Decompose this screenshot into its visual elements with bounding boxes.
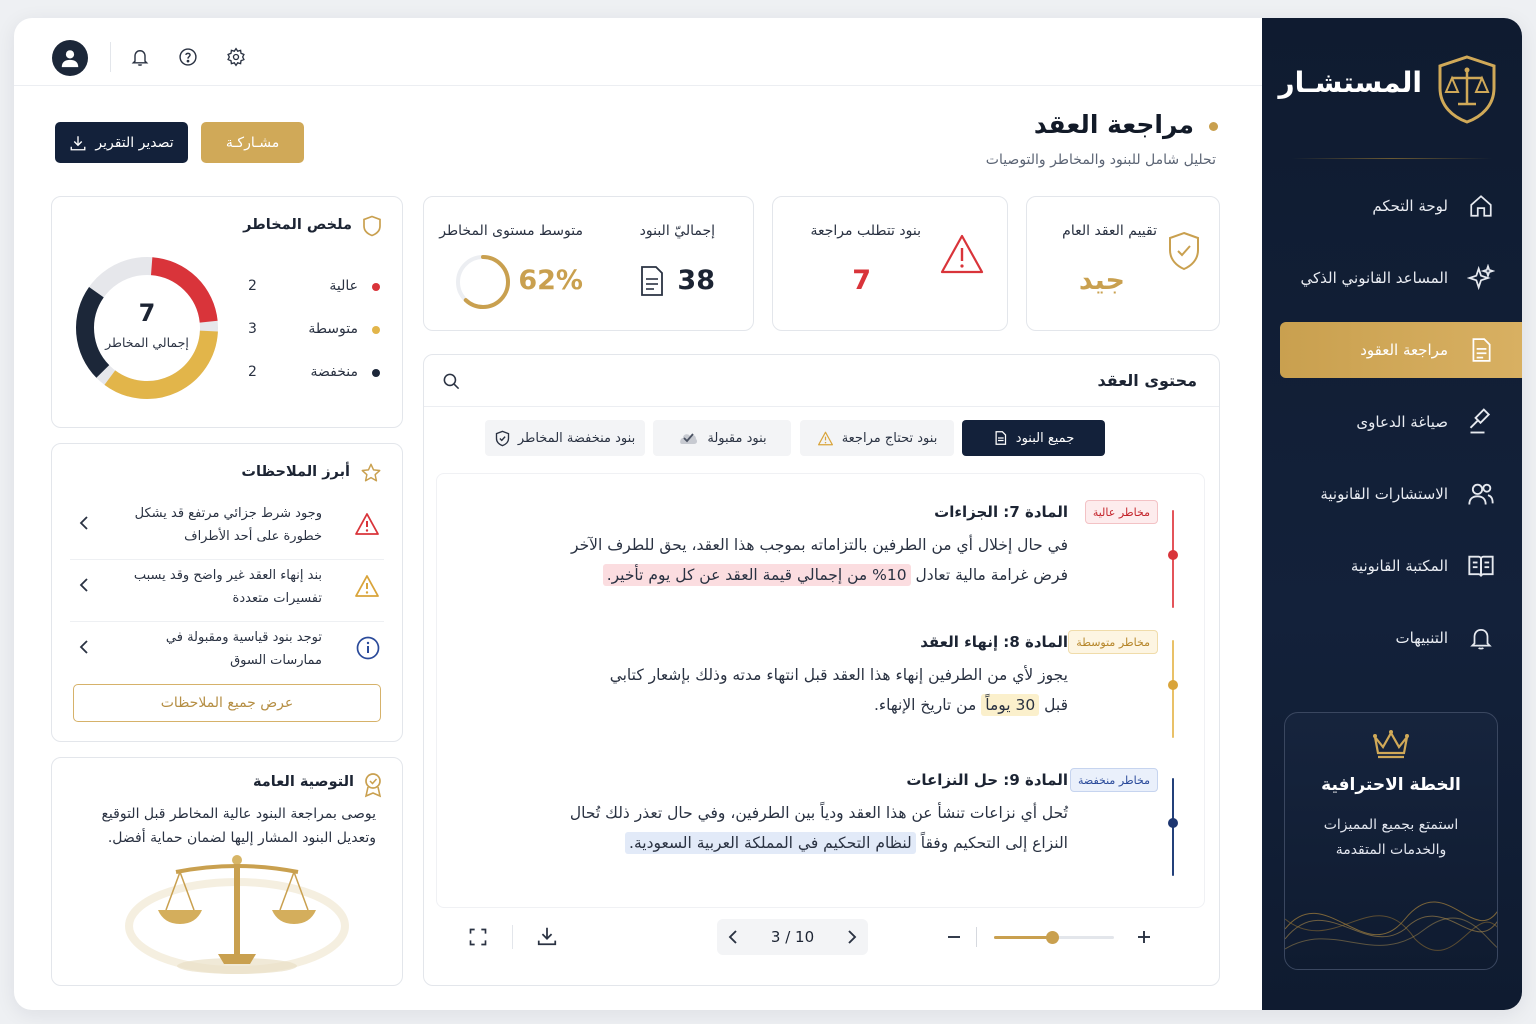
sidebar-item-notifications[interactable] (1262, 610, 1522, 666)
top-bar (14, 18, 1262, 86)
sidebar (1262, 18, 1522, 1010)
share-label: مشـاركـة (225, 134, 280, 151)
help-icon[interactable] (177, 46, 199, 68)
users-icon (1466, 479, 1496, 509)
page-separator: / (785, 928, 791, 946)
scales-shield-logo-icon (1436, 54, 1498, 124)
chevron-left-icon[interactable] (78, 578, 90, 592)
risk-badge-high: مخاطر عالية (1085, 500, 1158, 524)
page-total: 10 (795, 928, 815, 946)
note-line: ممارسات السوق (230, 653, 322, 668)
risk-row-medium (308, 321, 358, 337)
zoom-divider (976, 927, 977, 947)
scales-of-justice-illustration (124, 850, 350, 980)
note-item-standard-clauses[interactable] (70, 622, 384, 684)
title-dot (1209, 122, 1218, 131)
bell-icon (1466, 623, 1496, 653)
note-text (122, 502, 322, 548)
clause-line (610, 690, 1068, 720)
risk-low-count: 2 (248, 364, 257, 380)
kpi-review-title: بنود تتطلب مراجعة (810, 223, 921, 239)
star-icon (360, 462, 382, 484)
clause-title: المادة 9: حل النزاعات (906, 771, 1068, 789)
brand (1278, 54, 1498, 124)
risk-summary-title: ملخص المخاطر (243, 217, 352, 233)
search-icon[interactable] (442, 372, 461, 391)
info-icon (356, 636, 380, 660)
brand-name: المستشـار (1278, 66, 1422, 99)
clause-text (570, 798, 1068, 858)
tab-label: جميع البنود (1015, 430, 1075, 446)
gavel-icon (1466, 407, 1496, 437)
download-icon[interactable] (536, 925, 558, 947)
kpi-rating-value: جيد (1078, 265, 1125, 296)
tab-label: بنود منخفضة المخاطر (517, 430, 636, 446)
user-icon (59, 47, 81, 69)
view-all-notes-button[interactable]: عرض جميع الملاحظات (73, 684, 381, 722)
recommendation-line: يوصى بمراجعة البنود عالية المخاطر قبل التوقيع (101, 806, 376, 822)
kpi-card-rating (1026, 196, 1220, 331)
tab-low-risk[interactable] (485, 420, 645, 456)
home-icon (1466, 191, 1496, 221)
sidebar-nav (1262, 178, 1522, 682)
kpi-risk-title: متوسط مستوى المخاطر (439, 223, 583, 239)
pagination (717, 919, 868, 955)
sidebar-item-label: لوحة التحكم (1372, 197, 1448, 215)
risk-badge-medium: مخاطر متوسطة (1068, 630, 1158, 654)
kpi-total-value: 38 (677, 265, 715, 296)
clause-text-plain: النزاع إلى التحكيم وفقاً (915, 834, 1068, 852)
chevron-left-icon[interactable] (727, 930, 739, 944)
pro-plan-line-2: والخدمات المتقدمة (1335, 842, 1447, 858)
share-button[interactable] (201, 122, 304, 163)
risk-high-label: عالية (329, 278, 358, 294)
sidebar-item-label: المكتبة القانونية (1350, 557, 1448, 575)
zoom-in-icon[interactable] (1136, 929, 1152, 945)
checkmark-cloud-icon (677, 430, 699, 446)
timeline-node (1168, 818, 1178, 828)
clause-title: المادة 8: إنهاء العقد (920, 633, 1068, 651)
recommendation-card (51, 757, 403, 986)
zoom-slider[interactable] (994, 936, 1114, 939)
risk-low-label: منخفضة (310, 364, 358, 380)
export-report-button[interactable] (55, 122, 188, 163)
decorative-waves (1285, 859, 1498, 969)
clause-text-plain: قبل (1039, 696, 1068, 714)
kpi-total-title: إجماليّ البنود (639, 223, 715, 239)
kpi-card-totals (423, 196, 754, 331)
tab-accepted[interactable] (653, 420, 791, 456)
risk-low-dot (372, 369, 380, 377)
page-current: 3 (770, 928, 781, 946)
warning-triangle-icon (939, 233, 985, 275)
sidebar-item-legal-library[interactable] (1262, 538, 1522, 594)
note-text (122, 564, 322, 610)
sparkles-icon (1466, 263, 1496, 293)
avatar[interactable] (52, 40, 88, 76)
highlighted-penalty: 10% من إجمالي قيمة العقد عن كل يوم تأخير. (603, 564, 911, 586)
risk-donut-chart (74, 255, 220, 401)
kpi-rating-title: تقييم العقد العام (1062, 223, 1157, 239)
gear-icon[interactable] (225, 46, 247, 68)
donut-total: 7 (138, 299, 156, 327)
kpi-review-value: 7 (852, 265, 871, 296)
clause-penalties[interactable] (498, 500, 1178, 612)
topbar-divider (110, 42, 111, 72)
viewer-footer (424, 907, 1219, 985)
bell-icon[interactable] (129, 46, 151, 68)
tab-label: بنود تحتاج مراجعة (841, 430, 938, 446)
app-window (14, 18, 1522, 1010)
warning-icon (817, 431, 834, 446)
pro-plan-card[interactable] (1284, 712, 1498, 970)
note-item-high-penalty[interactable] (70, 498, 384, 560)
risk-row-high (329, 278, 358, 294)
clause-line (570, 828, 1068, 858)
sidebar-item-label: مراجعة العقود (1360, 341, 1448, 359)
risk-medium-count: 3 (248, 321, 257, 337)
risk-medium-label: متوسطة (308, 321, 358, 337)
timeline-node (1168, 550, 1178, 560)
highlighted-arbitration: لنظام التحكيم في المملكة العربية السعودية. (625, 832, 916, 854)
risk-medium-dot (372, 326, 380, 334)
page-title: مراجعة العقد (1033, 110, 1194, 139)
sidebar-item-label: صياغة الدعاوى (1356, 413, 1448, 431)
warning-icon (354, 574, 380, 598)
recommendation-text (101, 802, 376, 850)
sidebar-item-ai-assistant[interactable] (1262, 250, 1522, 306)
zoom-fill (994, 936, 1052, 939)
note-line: بند إنهاء العقد غير واضح وقد يسبب (133, 568, 322, 583)
sidebar-item-contract-review[interactable] (1262, 322, 1522, 378)
note-line: تفسيرات متعددة (232, 591, 322, 606)
timeline-node (1168, 680, 1178, 690)
sidebar-item-consultations[interactable] (1262, 466, 1522, 522)
clause-line: تُحل أي نزاعات تنشأ عن هذا العقد ودياً بين الطرفين، وفي حال تعذر ذلك تُحال (569, 804, 1068, 822)
clause-disputes[interactable] (498, 768, 1178, 880)
zoom-thumb[interactable] (1046, 931, 1059, 944)
fullscreen-icon[interactable] (468, 927, 488, 947)
risk-summary-card (51, 196, 403, 428)
clause-text (610, 660, 1068, 720)
clause-line: يجوز لأي من الطرفين إنهاء هذا العقد قبل انتهاء مدته وذلك بإشعار كتابي (609, 666, 1068, 684)
shield-check-icon (495, 430, 510, 447)
kpi-card-needs-review (772, 196, 1008, 331)
risk-badge-low: مخاطر منخفضة (1070, 768, 1158, 792)
page-subtitle: تحليل شامل للبنود والمخاطر والتوصيات (985, 152, 1216, 168)
sidebar-item-label: الاستشارات القانونية (1320, 485, 1448, 503)
filter-tabs (424, 420, 1219, 456)
shield-check-icon (1167, 231, 1201, 271)
tab-all-clauses[interactable] (962, 420, 1105, 456)
risk-row-low (311, 364, 359, 380)
risk-level-ring (454, 253, 512, 311)
risk-high-count: 2 (248, 278, 257, 294)
document-icon (1466, 335, 1496, 365)
content-title: محتوى العقد (1097, 371, 1197, 390)
chevron-left-icon[interactable] (78, 516, 90, 530)
sidebar-item-lawsuit-drafting[interactable] (1262, 394, 1522, 450)
shield-icon (362, 215, 382, 237)
content-header (424, 355, 1219, 407)
clauses-panel (436, 473, 1205, 908)
footer-divider (512, 925, 513, 949)
clause-title: المادة 7: الجزاءات (934, 503, 1068, 521)
crown-icon (1371, 727, 1411, 761)
note-line: توجد بنود قياسية ومقبولة في (165, 630, 322, 645)
chevron-left-icon[interactable] (78, 640, 90, 654)
pro-plan-description (1285, 813, 1497, 863)
sidebar-item-label: المساعد القانوني الذكي (1300, 269, 1448, 287)
recommendation-title: التوصية العامة (252, 774, 354, 790)
clause-text-plain: من تاريخ الإنهاء. (873, 696, 982, 714)
export-label: تصدير التقرير (95, 134, 174, 151)
highlighted-notice-period: 30 يوماً (981, 694, 1039, 716)
kpi-risk-value: 62% (518, 265, 583, 296)
note-line: خطورة على أحد الأطراف (184, 529, 322, 544)
clause-text (571, 530, 1068, 590)
sidebar-item-label: التنبيهات (1395, 629, 1448, 647)
pro-plan-line-1: استمتع بجميع المميزات (1323, 817, 1459, 833)
sidebar-item-dashboard[interactable] (1262, 178, 1522, 234)
contract-content-card (423, 354, 1220, 986)
risk-high-dot (372, 283, 380, 291)
clause-line (571, 560, 1068, 590)
pro-plan-title: الخطة الاحترافية (1321, 775, 1461, 795)
clause-termination[interactable] (498, 630, 1178, 742)
clause-line: في حال إخلال أي من الطرفين بالتزاماته بموجب هذا العقد، يحق للطرف الآخر (571, 536, 1068, 554)
book-icon (1466, 551, 1496, 581)
page-indicator (747, 928, 838, 946)
donut-total-label: إجمالي المخاطر (105, 335, 189, 350)
clause-text-plain: فرض غرامة مالية تعادل (910, 566, 1068, 584)
chevron-right-icon[interactable] (846, 930, 858, 944)
document-list-icon (639, 265, 665, 297)
download-icon (69, 134, 87, 152)
zoom-out-icon[interactable] (946, 929, 962, 945)
warning-icon (354, 512, 380, 536)
recommendation-line: وتعديل البنود المشار إليها لضمان حماية أفضل. (107, 830, 376, 846)
notes-title: أبرز الملاحظات (241, 464, 350, 480)
note-item-termination[interactable] (70, 560, 384, 622)
notes-card (51, 443, 403, 742)
tab-needs-review[interactable] (800, 420, 954, 456)
award-badge-icon (362, 772, 384, 798)
note-line: وجود شرط جزائي مرتفع قد يشكل (134, 506, 322, 521)
document-icon (993, 430, 1008, 446)
brand-divider (1292, 158, 1492, 159)
note-text (122, 626, 322, 672)
tab-label: بنود مقبولة (707, 430, 767, 446)
